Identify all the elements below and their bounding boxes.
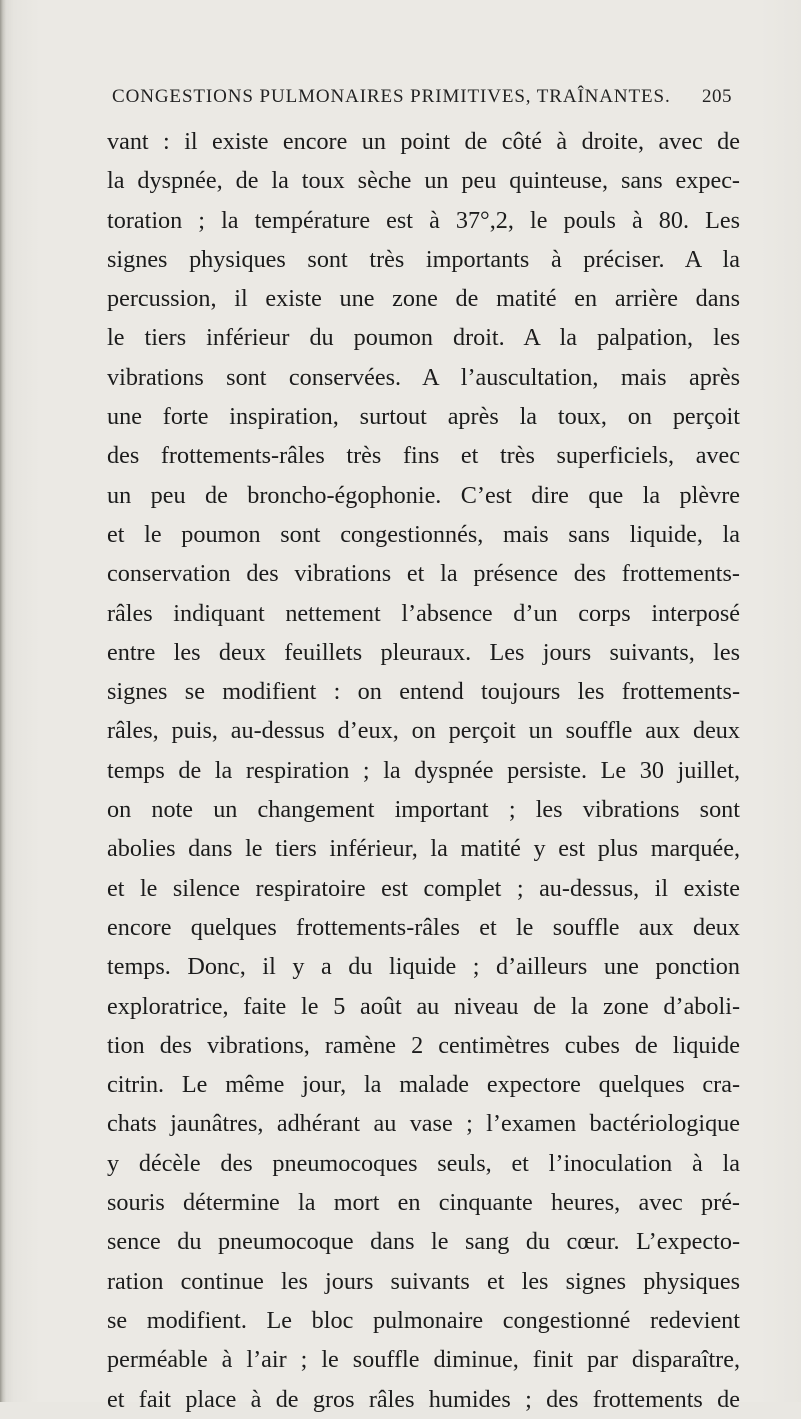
text-line: citrin. Le même jour, la malade expectore quelques cra-: [107, 1071, 740, 1099]
text-line: temps de la respiration ; la dyspnée persiste. Le 30 juillet,: [107, 756, 740, 784]
text-line: exploratrice, faite le 5 août au niveau de la zone d’aboli-: [107, 992, 740, 1020]
text-line: encore quelques frottements-râles et le souffle aux deux: [107, 913, 740, 941]
page-binding-edge: [0, 0, 6, 1402]
text-line: entre les deux feuillets pleuraux. Les jours suivants, les: [107, 638, 740, 666]
text-line: ration continue les jours suivants et les signes physiques: [107, 1267, 740, 1295]
text-line: percussion, il existe une zone de matité en arrière dans: [107, 285, 740, 313]
page-number: 205: [702, 86, 732, 107]
text-line: y décèle des pneumocoques seuls, et l’inoculation à la: [107, 1149, 740, 1177]
text-line: se modifient. Le bloc pulmonaire congestionné redevient: [107, 1306, 740, 1334]
running-header: [112, 86, 732, 108]
text-line: la dyspnée, de la toux sèche un peu quinteuse, sans expec-: [107, 167, 740, 195]
text-line: râles indiquant nettement l’absence d’un corps interposé: [107, 599, 740, 627]
text-line: souris détermine la mort en cinquante heures, avec pré-: [107, 1189, 740, 1217]
text-line: vant : il existe encore un point de côté à droite, avec de: [107, 128, 740, 155]
text-line: chats jaunâtres, adhérant au vase ; l’examen bactériologique: [107, 1110, 740, 1138]
text-line: tion des vibrations, ramène 2 centimètres cubes de liquide: [107, 1031, 740, 1059]
text-line: toration ; la température est à 37°,2, le pouls à 80. Les: [107, 206, 740, 234]
text-line: perméable à l’air ; le souffle diminue, finit par disparaître,: [107, 1346, 740, 1374]
text-line: signes se modifient : on entend toujours les frottements-: [107, 678, 740, 706]
text-line: conservation des vibrations et la présence des frottements-: [107, 560, 740, 588]
text-line: des frottements-râles très fins et très superficiels, avec: [107, 442, 740, 470]
text-line: une forte inspiration, surtout après la toux, on perçoit: [107, 403, 740, 431]
text-line: signes physiques sont très importants à préciser. A la: [107, 245, 740, 273]
text-line: râles, puis, au-dessus d’eux, on perçoit un souffle aux deux: [107, 717, 740, 745]
text-line: temps. Donc, il y a du liquide ; d’ailleurs une ponction: [107, 953, 740, 981]
text-line: le tiers inférieur du poumon droit. A la palpation, les: [107, 324, 740, 352]
text-line: sence du pneumocoque dans le sang du cœur. L’expecto-: [107, 1228, 740, 1256]
text-line: vibrations sont conservées. A l’auscultation, mais après: [107, 363, 740, 391]
text-line: et le silence respiratoire est complet ; au-dessus, il existe: [107, 874, 740, 902]
text-line: un peu de broncho-égophonie. C’est dire que la plèvre: [107, 481, 740, 509]
text-line: abolies dans le tiers inférieur, la matité y est plus marquée,: [107, 835, 740, 863]
text-line: et fait place à de gros râles humides ; des frottements de: [107, 1385, 740, 1413]
running-title: CONGESTIONS PULMONAIRES PRIMITIVES, TRAÎNANTES.: [112, 86, 671, 107]
body-text: [107, 122, 740, 1419]
text-line: et le poumon sont congestionnés, mais sans liquide, la: [107, 520, 740, 548]
text-line: on note un changement important ; les vibrations sont: [107, 796, 740, 824]
